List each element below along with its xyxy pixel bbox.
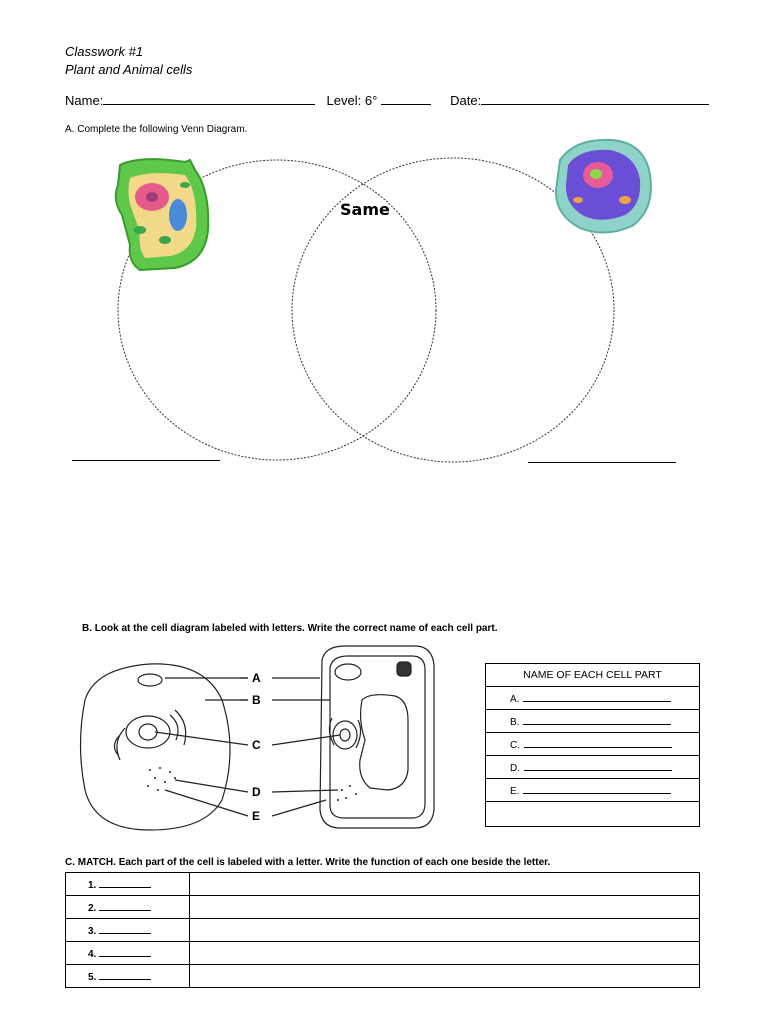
- match-letter-line-5[interactable]: [99, 970, 151, 980]
- cell-parts-header: NAME OF EACH CELL PART: [486, 664, 700, 687]
- row-label: C.: [510, 739, 520, 751]
- row-number: 2.: [88, 902, 97, 914]
- diagram-label-a: A: [252, 671, 261, 685]
- function-cell-1[interactable]: [190, 873, 700, 896]
- diagram-label-c: C: [252, 738, 261, 752]
- diagram-label-e: E: [252, 809, 261, 823]
- row-number: 4.: [88, 948, 97, 960]
- function-cell-5[interactable]: [190, 965, 700, 988]
- answer-line-a[interactable]: [523, 692, 671, 702]
- date-label: Date:: [450, 93, 482, 108]
- table-row: [486, 710, 700, 733]
- row-label: E.: [510, 785, 520, 797]
- table-row: [66, 919, 700, 942]
- match-letter-line-1[interactable]: [99, 878, 151, 888]
- table-row: [66, 873, 700, 896]
- section-c-instruction: C. MATCH. Each part of the cell is labeled with a letter. Write the function of each one beside the letter.: [65, 857, 551, 868]
- row-label: B.: [510, 716, 520, 728]
- row-label: D.: [510, 762, 520, 774]
- answer-line-c[interactable]: [524, 738, 672, 748]
- table-row: [66, 965, 700, 988]
- row-number: 3.: [88, 925, 97, 937]
- match-letter-line-4[interactable]: [99, 947, 151, 957]
- level-label: Level: 6°: [326, 93, 378, 108]
- table-row: [66, 942, 700, 965]
- table-row: [486, 687, 700, 710]
- worksheet-title: Classwork #1: [65, 44, 144, 59]
- answer-line-b[interactable]: [523, 715, 671, 725]
- match-table: [65, 872, 700, 988]
- match-letter-line-2[interactable]: [99, 901, 151, 911]
- diagram-label-d: D: [252, 785, 261, 799]
- table-row: [486, 779, 700, 802]
- match-letter-line-3[interactable]: [99, 924, 151, 934]
- function-cell-4[interactable]: [190, 942, 700, 965]
- section-b-instruction: B. Look at the cell diagram labeled with letters. Write the correct name of each cell part.: [82, 623, 498, 634]
- name-label: Name:: [65, 93, 104, 108]
- row-number: 5.: [88, 971, 97, 983]
- diagram-plant-cell-outline: [320, 646, 434, 828]
- venn-overlap-label: Same: [340, 200, 390, 219]
- row-label: A.: [510, 693, 520, 705]
- answer-line-e[interactable]: [523, 784, 671, 794]
- empty-cell: [486, 802, 700, 827]
- table-row: [66, 896, 700, 919]
- cell-parts-table: [485, 663, 700, 827]
- diagram-label-b: B: [252, 693, 261, 707]
- function-cell-2[interactable]: [190, 896, 700, 919]
- worksheet-subtitle: Plant and Animal cells: [65, 62, 193, 77]
- table-row: [486, 802, 700, 827]
- answer-line-d[interactable]: [524, 761, 672, 771]
- table-row: [486, 733, 700, 756]
- function-cell-3[interactable]: [190, 919, 700, 942]
- section-a-instruction: A. Complete the following Venn Diagram.: [65, 124, 248, 135]
- table-row: [486, 756, 700, 779]
- row-number: 1.: [88, 879, 97, 891]
